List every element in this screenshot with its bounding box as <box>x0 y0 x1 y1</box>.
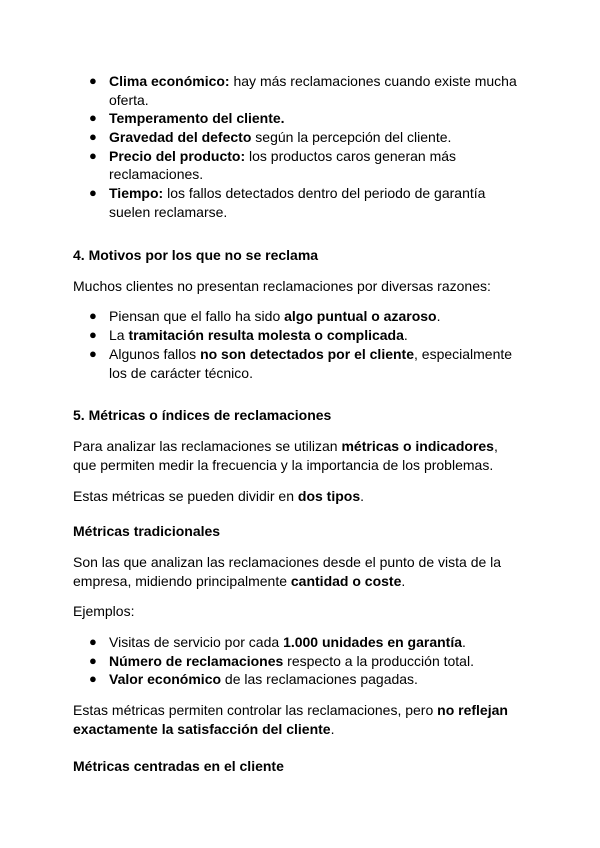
bullet: ● <box>89 308 97 323</box>
section-heading: 4. Motivos por los que no se reclama <box>73 247 319 263</box>
bullet: ● <box>89 346 97 361</box>
bullet: ● <box>89 185 97 200</box>
paragraph: Ejemplos: <box>73 603 135 619</box>
paragraph-continuation: empresa, midiendo principalmente cantidad o coste. <box>73 573 406 589</box>
list-item: Valor económico de las reclamaciones pagadas. <box>109 671 418 687</box>
list-item-continuation: oferta. <box>109 92 149 108</box>
paragraph: Estas métricas se pueden dividir en dos tipos. <box>73 488 365 504</box>
paragraph: Muchos clientes no presentan reclamaciones por diversas razones: <box>73 278 491 294</box>
list-item-continuation: reclamaciones. <box>109 166 204 182</box>
list-item: Visitas de servicio por cada 1.000 unidades en garantía. <box>109 634 466 650</box>
subsection-heading: Métricas centradas en el cliente <box>73 758 284 774</box>
list-item: Temperamento del cliente. <box>109 110 285 126</box>
list-item: Algunos fallos no son detectados por el cliente, especialmente <box>109 346 513 362</box>
bullet: ● <box>89 653 97 668</box>
section-heading: 5. Métricas o índices de reclamaciones <box>73 407 332 423</box>
bullet: ● <box>89 634 97 649</box>
paragraph-continuation: que permiten medir la frecuencia y la importancia de los problemas. <box>73 457 494 473</box>
bullet: ● <box>89 327 97 342</box>
paragraph: Para analizar las reclamaciones se utilizan métricas o indicadores, <box>73 438 498 454</box>
list-item: Gravedad del defecto según la percepción del cliente. <box>109 129 452 145</box>
paragraph: Son las que analizan las reclamaciones desde el punto de vista de la <box>73 554 502 570</box>
bullet: ● <box>89 148 97 163</box>
bullet: ● <box>89 73 97 88</box>
list-item: Tiempo: los fallos detectados dentro del periodo de garantía <box>109 185 486 201</box>
list-item: Piensan que el fallo ha sido algo puntual o azaroso. <box>109 308 441 324</box>
bullet: ● <box>89 110 97 125</box>
list-item-continuation: suelen reclamarse. <box>109 204 228 220</box>
bullet: ● <box>89 129 97 144</box>
bullet: ● <box>89 671 97 686</box>
list-item: La tramitación resulta molesta o complicada. <box>109 327 408 343</box>
paragraph-continuation: exactamente la satisfacción del cliente. <box>73 721 335 737</box>
list-item-continuation: los de carácter técnico. <box>109 365 253 381</box>
list-item: Clima económico: hay más reclamaciones cuando existe mucha <box>109 73 517 89</box>
list-item: Número de reclamaciones respecto a la producción total. <box>109 653 474 669</box>
subsection-heading: Métricas tradicionales <box>73 523 221 539</box>
paragraph: Estas métricas permiten controlar las reclamaciones, pero no reflejan <box>73 702 508 718</box>
list-item: Precio del producto: los productos caros generan más <box>109 148 457 164</box>
